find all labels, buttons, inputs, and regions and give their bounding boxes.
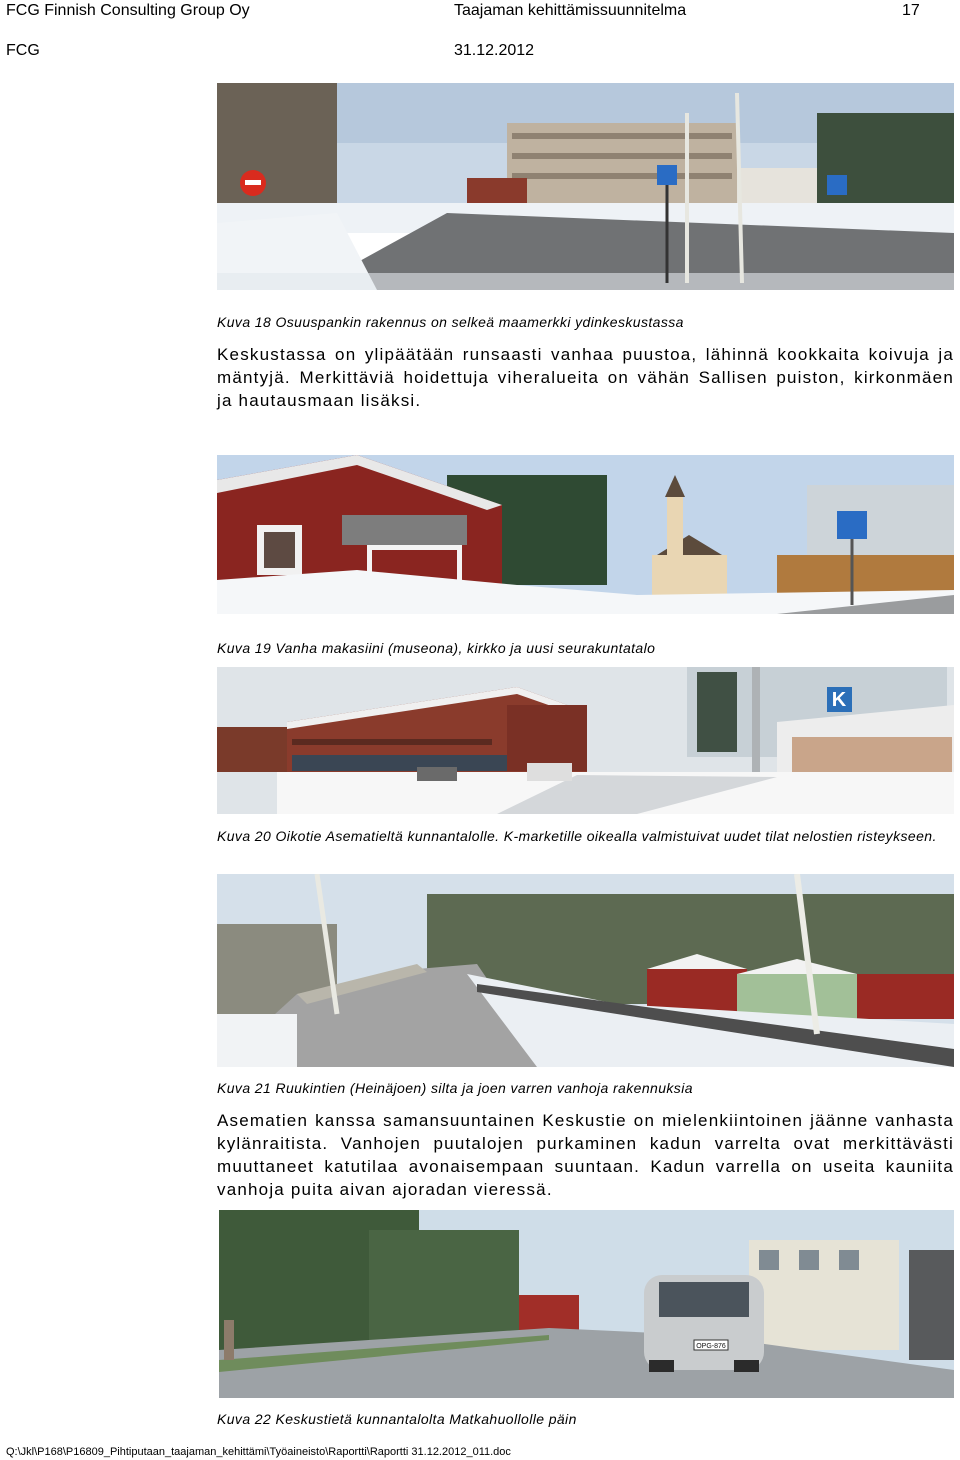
figure-caption: Kuva 18 Osuuspankin rakennus on selkeä maamerkki ydinkeskustassa [217,314,684,330]
company-name: FCG Finnish Consulting Group Oy [6,2,250,19]
photo-keskustie [219,1210,954,1398]
figure-caption: Kuva 20 Oikotie Asematieltä kunnantalolle. K-marketille oikealla valmistuivat uudet tilat nelostien risteykseen. [217,828,937,844]
figure-caption: Kuva 19 Vanha makasiini (museona), kirkko ja uusi seurakuntatalo [217,640,656,656]
figure-caption: Kuva 22 Keskustietä kunnantalolta Matkahuollolle päin [217,1411,577,1427]
company-short-name: FCG [6,42,40,59]
footer-file-path: Q:\Jkl\P168\P16809_Pihtiputaan_taajaman_kehittämi\Työaineisto\Raportti\Raportti 31.12.2012_011.doc [6,1446,511,1458]
k-market-logo: K [831,689,847,711]
license-plate: OPG-876 [696,1343,726,1350]
paragraph: Asematien kanssa samansuuntainen Keskustie on mielenkiintoinen jäänne vanhasta kylänraitista. Vanhojen puutalojen purkaminen kadun varrelta ovat merkittävästi muuttaneet katutilaa avonaisempaan suuntaan. Kadun varrella on useita kauniita vanhoja puita aivan ajoradan vieressä. [217,1111,954,1199]
page-number: 17 [902,2,920,19]
photo-asematie-kunnantalo [217,667,954,814]
document-title: Taajaman kehittämissuunnitelma [454,2,687,19]
photo-ruukintien-silta [217,874,954,1067]
photo-makasiini-kirkko [217,455,954,614]
document-date: 31.12.2012 [454,42,535,59]
paragraph: Keskustassa on ylipäätään runsaasti vanhaa puustoa, lähinnä kookkaita koivuja ja mäntyjä. Merkittäviä hoidettuja viheralueita on vähän Sallisen puiston, kirkonmäen ja hautausmaan lisäksi. [217,345,954,410]
figure-caption: Kuva 21 Ruukintien (Heinäjoen) silta ja joen varren vanhoja rakennuksia [217,1080,693,1096]
photo-osuuspankki [217,83,954,290]
